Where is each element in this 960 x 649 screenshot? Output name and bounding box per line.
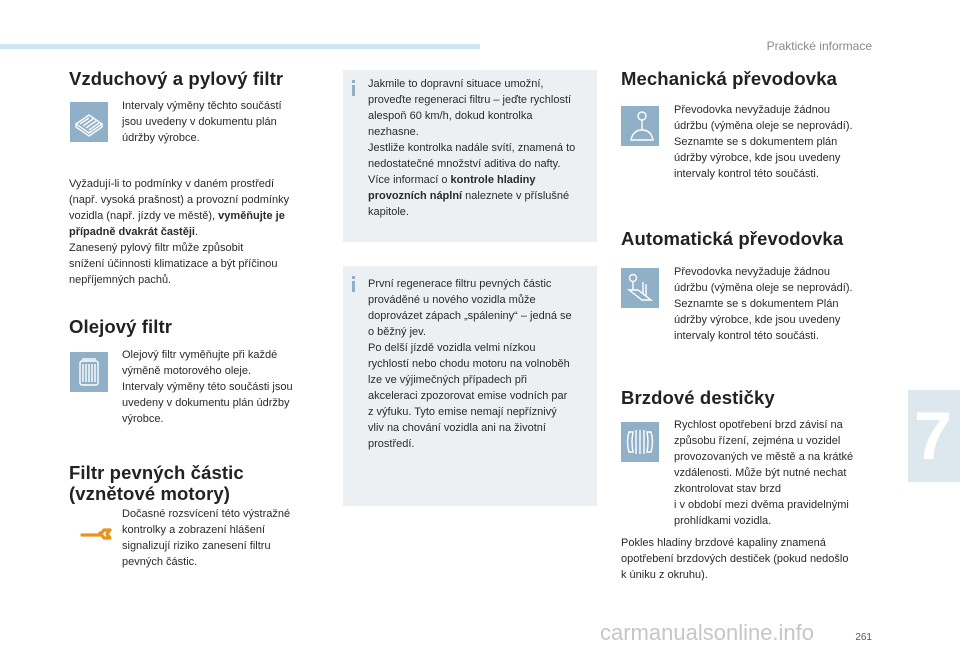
info-note-regeneration (343, 70, 597, 242)
manual-gearbox-text: Převodovka nevyžaduje žádnou údržbu (výměna oleje se neprovádí). Seznamte se s dokumentem plán údržby výrobce, kde jsou uvedeny intervaly kontrol této součásti. (674, 104, 853, 180)
brake-pads-icon (621, 422, 659, 462)
chapter-tab[interactable] (908, 390, 960, 482)
manual-gearbox-icon (621, 106, 659, 146)
air-filter-title: Vzduchový a pylový filtr (69, 68, 284, 89)
wrench-warning-icon (80, 522, 114, 544)
particle-filter-text: Dočasné rozsvícení této výstražné kontrolky a zobrazení hlášení signalizují riziko zanesení filtru pevných částic. (122, 508, 291, 568)
air-filter-body: Vyžadují-li to podmínky v daném prostředí (např. vysoká prašnost) a provozní podmínky vozidla (např. jízdy ve městě), vyměňujte je případně dvakrát častěji. Zanesený pylový filtr může způsobit snížení účinnosti klimatizace a být příčinou nepříjemných pachů. (69, 178, 290, 286)
info-icon (350, 80, 362, 96)
note-text: Jakmile to dopravní situace umožní, proveďte regeneraci filtru – jeďte rychlostí alespoň 60 km/h, dokud kontrolka nezhasne. Jestliže kontrolka nadále svítí, znamená to nedostatečné množství aditiva do nafty. Více informací o kontrole hladiny provozních náplní naleznete v příslušné kapitole. (368, 78, 576, 218)
header-bar (0, 44, 480, 49)
watermark: carmanualsonline.info (600, 620, 815, 645)
manual-gearbox-title: Mechanická převodovka (621, 68, 837, 89)
brake-pads-text: Rychlost opotřebení brzd závisí na způsobu řízení, zejména u vozidel provozovaných ve městě a na krátké vzdálenosti. Může být nutné nechat zkontrolovat stav brzd i v období mezi dvěma pravidelnými prohlídkami vozidla. (674, 419, 854, 527)
section-title: Praktické informace (766, 39, 872, 53)
oil-filter-icon (70, 352, 108, 392)
particle-filter-title: Filtr pevných částic (vznětové motory) (69, 462, 244, 504)
automatic-gearbox-text: Převodovka nevyžaduje žádnou údržbu (výměna oleje se neprovádí). Seznamte se s dokumentem Plán údržby výrobce, kde jsou uvedeny intervaly kontrol této součásti. (674, 266, 853, 342)
note-text: První regenerace filtru pevných částic prováděné u nového vozidla může doprovázet zápach „spáleniny“ – jedná se o běžný jev. Po delší jízdě vozidla velmi nízkou rychlostí nebo chodu motoru na volnoběh lze ve výjimečných případech při akceleraci zpozorovat emise vodních par z výfuku. Tyto emise nemají nepříznivý vliv na chování vozidla ani na životní prostředí. (368, 278, 572, 450)
brake-fluid-note: Pokles hladiny brzdové kapaliny znamená opotřebení brzdových destiček (pokud nedošlo k úniku z okruhu). (621, 537, 849, 581)
page-number: 261 (855, 632, 872, 643)
oil-filter-text: Olejový filtr vyměňujte při každé výměně motorového oleje. Intervaly výměny této součásti jsou uvedeny v dokumentu plán údržby výrobce. (122, 349, 293, 425)
oil-filter-title: Olejový filtr (69, 316, 173, 337)
air-filter-icon (70, 102, 108, 142)
air-filter-intro: Intervaly výměny těchto součástí jsou uvedeny v dokumentu plán údržby výrobce. (122, 100, 282, 144)
info-note-first-regeneration (343, 266, 597, 506)
chapter-number: 7 (914, 398, 952, 474)
info-icon (350, 276, 362, 292)
brake-pads-title: Brzdové destičky (621, 387, 775, 408)
automatic-gearbox-title: Automatická převodovka (621, 228, 844, 249)
automatic-gearbox-icon (621, 268, 659, 308)
